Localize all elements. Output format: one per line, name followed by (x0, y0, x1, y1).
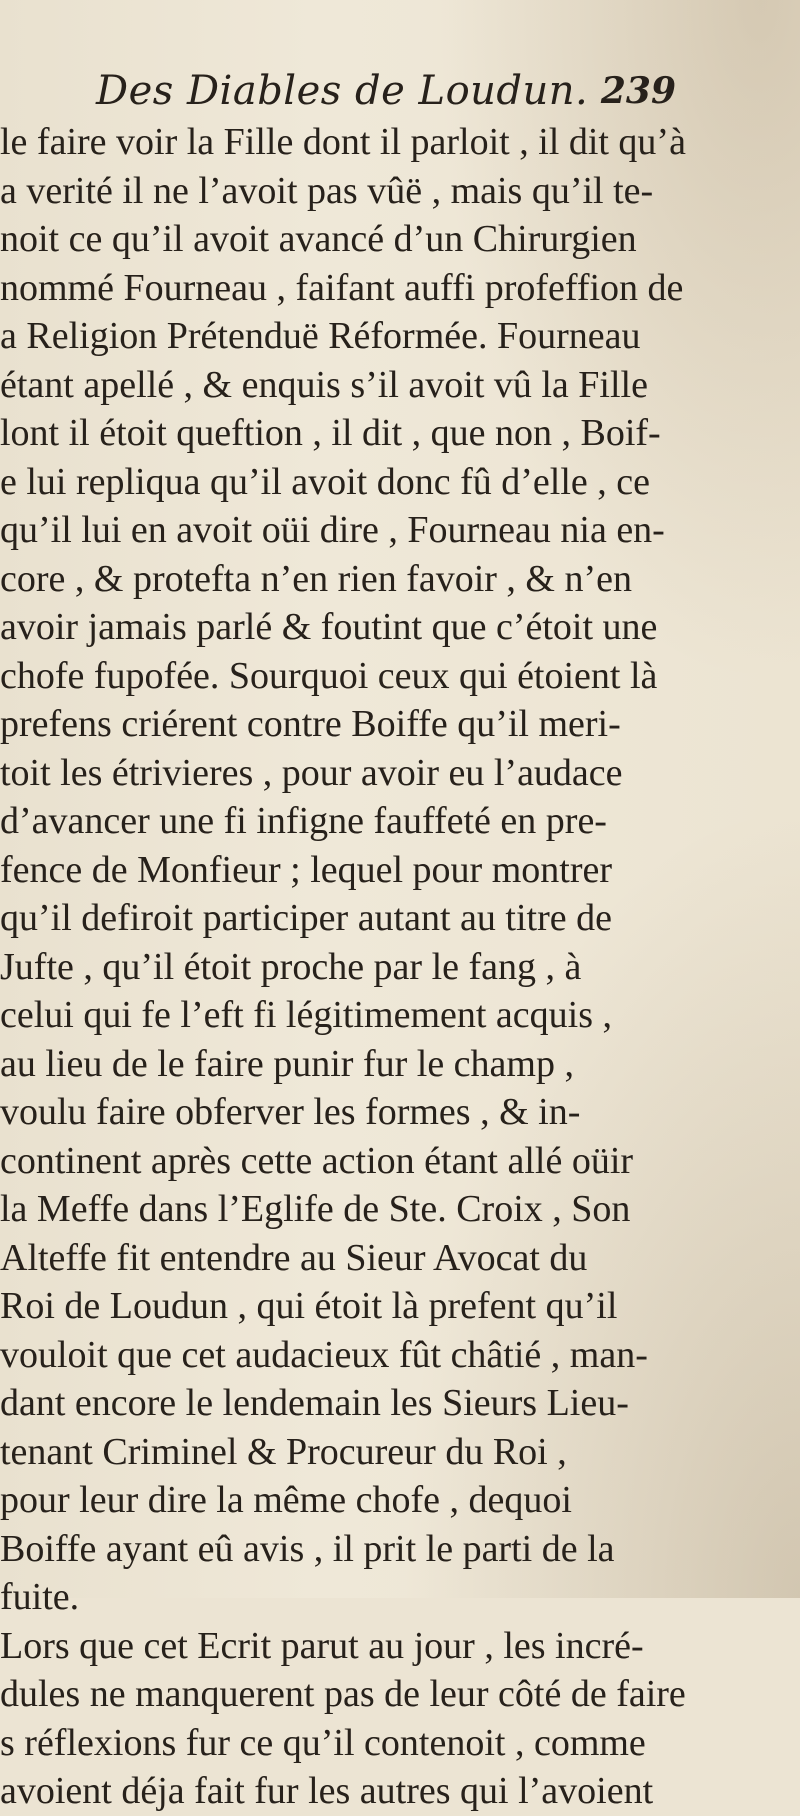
text-line: dant encore le lendemain les Sieurs Lieu- (0, 1382, 629, 1424)
text-line: celui qui fe l’eft fi légitimement acquis , (0, 994, 613, 1036)
text-line: toit les étrivieres , pour avoir eu l’audace (0, 751, 623, 794)
text-line: lont il étoit queftion , il dit , que non , Boif- (0, 412, 661, 454)
text-line: continent après cette action étant allé oüir (0, 1139, 634, 1182)
text-line: prefens criérent contre Boiffe qu’il meri- (0, 703, 621, 745)
text-line: nommé Fourneau , faifant auffi profeffion de (0, 266, 684, 309)
text-line: le faire voir la Fille dont il parloit , il dit qu’à (0, 121, 686, 163)
text-line: Roi de Loudun , qui étoit là prefent qu’il (0, 1285, 618, 1327)
text-line: noit ce qu’il avoit avancé d’un Chirurgien (0, 218, 637, 260)
text-line: la Meffe dans l’Eglife de Ste. Croix , Son (0, 1188, 631, 1230)
text-line: fuite. (0, 1576, 80, 1618)
text-line: vouloit que cet audacieux fût châtié , man- (0, 1333, 648, 1376)
text-line: s réflexions fur ce qu’il contenoit , comme (0, 1721, 646, 1764)
text-line: Alteffe fit entendre au Sieur Avocat du (0, 1236, 588, 1279)
text-line: Lors que cet Ecrit parut au jour , les incré- (0, 1624, 644, 1667)
text-line: avoient déja fait fur les autres qui l’avoient (0, 1770, 654, 1812)
text-line: e lui repliqua qu’il avoit donc fû d’elle , ce (0, 460, 650, 503)
running-title: Des Diables de Loudun. (96, 68, 589, 114)
body-text (0, 118, 800, 1816)
text-line: tenant Criminel & Procureur du Roi , (0, 1430, 567, 1473)
text-line: dules ne manquerent pas de leur côté de faire (0, 1673, 686, 1715)
text-line: d’avancer une fi infigne fauffeté en pre- (0, 800, 607, 842)
text-line: voulu faire obferver les formes , & in- (0, 1091, 581, 1133)
text-line: a Religion Prétenduë Réformée. Fourneau (0, 315, 641, 357)
text-line: avoir jamais parlé & foutint que c’étoit une (0, 606, 658, 648)
text-line: chofe fupofée. Sourquoi ceux qui étoient là (0, 654, 658, 697)
text-line: qu’il lui en avoit oüi dire , Fourneau nia en- (0, 509, 665, 551)
text-line: fence de Monfieur ; lequel pour montrer (0, 848, 612, 891)
text-line: a verité il ne l’avoit pas vûë , mais qu’il te- (0, 169, 654, 212)
text-line: au lieu de le faire punir fur le champ , (0, 1042, 574, 1085)
text-line: Jufte , qu’il étoit proche par le fang , à (0, 945, 582, 988)
text-line: Boiffe ayant eû avis , il prit le parti de la (0, 1527, 615, 1570)
text-line: pour leur dire la même chofe , dequoi (0, 1479, 572, 1521)
text-line: étant apellé , & enquis s’il avoit vû la Fille (0, 363, 648, 406)
text-line: qu’il defiroit participer autant au titre de (0, 897, 612, 939)
page-number: 239 (600, 70, 676, 112)
text-line: core , & protefta n’en rien favoir , & n’en (0, 557, 633, 600)
page-header (96, 66, 676, 116)
